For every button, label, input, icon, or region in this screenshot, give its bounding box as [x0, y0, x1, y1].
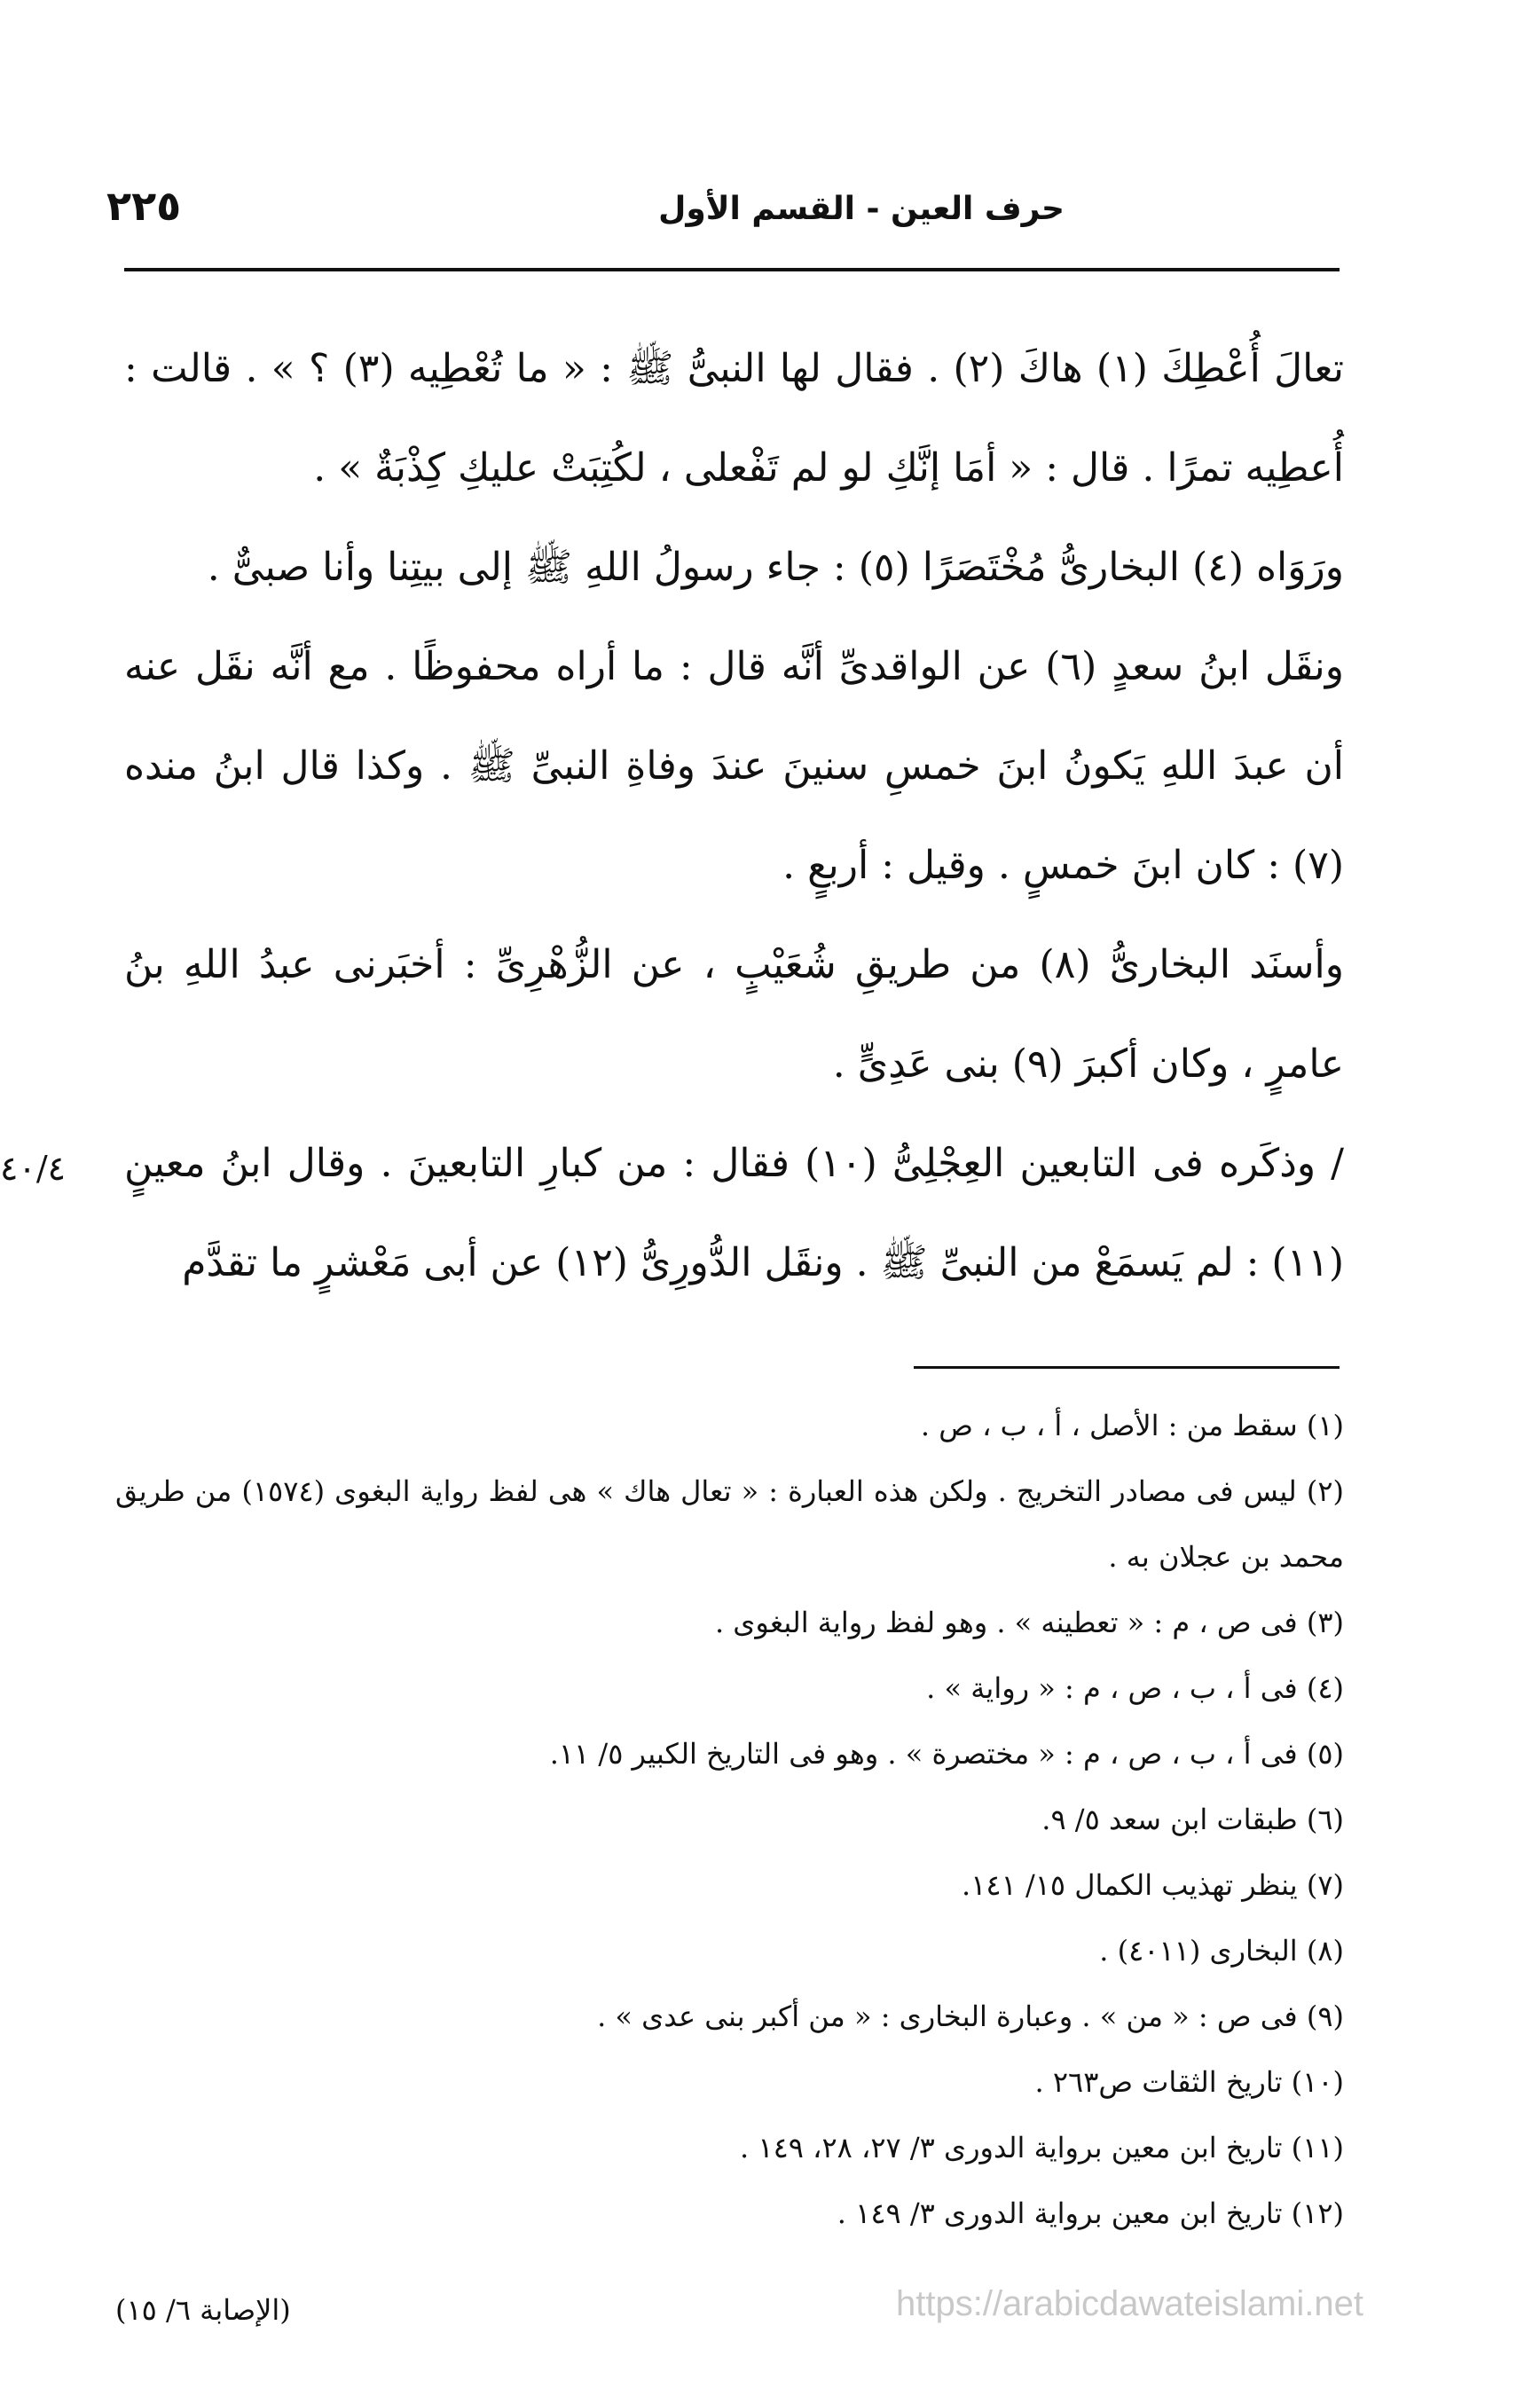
footnote: (١٢) تاريخ ابن معين برواية الدورى ٣/ ١٤٩ . — [837, 2196, 1344, 2230]
header-divider — [124, 268, 1340, 271]
footnote: (٨) البخارى (٤٠١١) . — [1099, 1934, 1344, 1968]
page-number: ٢٢٥ — [106, 182, 182, 230]
paragraph: / وذكَره فى التابعين العِجْلِىُّ (١٠) فقال : من كبارِ التابعينَ . وقال ابنُ معينٍ (١١) : لم يَسمَعْ من النبىِّ ﷺ . ونقَل الدُّورِىُّ (١٢) عن أبى مَعْشرٍ ما تقدَّم — [124, 1141, 1344, 1285]
footnote: (٤) فى أ ، ب ، ص ، م : « رواية » . — [926, 1671, 1344, 1705]
paragraph: وأسنَد البخارىُّ (٨) من طريقِ شُعَيْبٍ ، عن الزُّهْرِىِّ : أخبَرنى عبدُ اللهِ بنُ عامرٍ ، وكان أكبرَ (٩) بنى عَدِىٍّ . — [124, 942, 1344, 1087]
footnote: (١١) تاريخ ابن معين برواية الدورى ٣/ ٢٧، ٢٨، ١٤٩ . — [740, 2131, 1344, 2164]
running-header — [106, 182, 1357, 244]
section-title: حرف العين - القسم الأول — [658, 191, 1065, 227]
footnote: (٩) فى ص : « من » . وعبارة البخارى : « من أكبر بنى عدى » . — [597, 1999, 1344, 2033]
footnote: (٥) فى أ ، ب ، ص ، م : « مختصرة » . وهو فى التاريخ الكبير ٥/ ١١. — [549, 1737, 1344, 1771]
paragraph: ونقَل ابنُ سعدٍ (٦) عن الواقدىِّ أنَّه قال : ما أراه محفوظًا . مع أنَّه نقَل عنه أن عبدَ اللهِ يَكونُ ابنَ خمسِ سنينَ عندَ وفاةِ النبىِّ ﷺ . وكذا قال ابنُ منده (٧) : كان ابنَ خمسٍ . وقيل : أربعٍ . — [124, 644, 1344, 888]
footnote: (١٠) تاريخ الثقات ص٢٦٣ . — [1034, 2065, 1344, 2099]
footnote: (٣) فى ص ، م : « تعطينه » . وهو لفظ رواية البغوى . — [714, 1606, 1344, 1639]
paragraph: تعالَ أُعْطِكَ (١) هاكَ (٢) . فقال لها النبىُّ ﷺ : « ما تُعْطِيه (٣) ؟ » . قالت : أُعطِيه تمرًا . قال : « أمَا إنَّكِ لو لم تَفْعلى ، لكُتِبَتْ عليكِ كِذْبَةٌ » . — [124, 346, 1345, 491]
footnotes — [115, 1393, 1344, 2246]
page-signature: (الإصابة ٦/ ١٥) — [115, 2293, 291, 2327]
margin-volume-reference: ٤٠/٤ — [0, 1149, 67, 1188]
main-text — [124, 319, 1344, 1313]
footnote: (٢) ليس فى مصادر التخريج . ولكن هذه العبارة : « تعال هاك » هى لفظ رواية البغوى (١٥٧٤) من طريق محمد بن عجلان به . — [115, 1474, 1345, 1574]
footnote-divider — [914, 1366, 1340, 1369]
paragraph: ورَوَاه (٤) البخارىُّ مُخْتَصَرًا (٥) : جاء رسولُ اللهِ ﷺ إلى بيتِنا وأنا صبىٌّ . — [207, 545, 1344, 590]
footnote: (٧) ينظر تهذيب الكمال ١٥/ ١٤١. — [962, 1868, 1344, 1902]
footnote: (٦) طبقات ابن سعد ٥/ ٩. — [1041, 1803, 1344, 1836]
footnote: (١) سقط من : الأصل ، أ ، ب ، ص . — [920, 1409, 1344, 1442]
watermark-url: https://arabicdawateislami.net — [896, 2284, 1363, 2323]
